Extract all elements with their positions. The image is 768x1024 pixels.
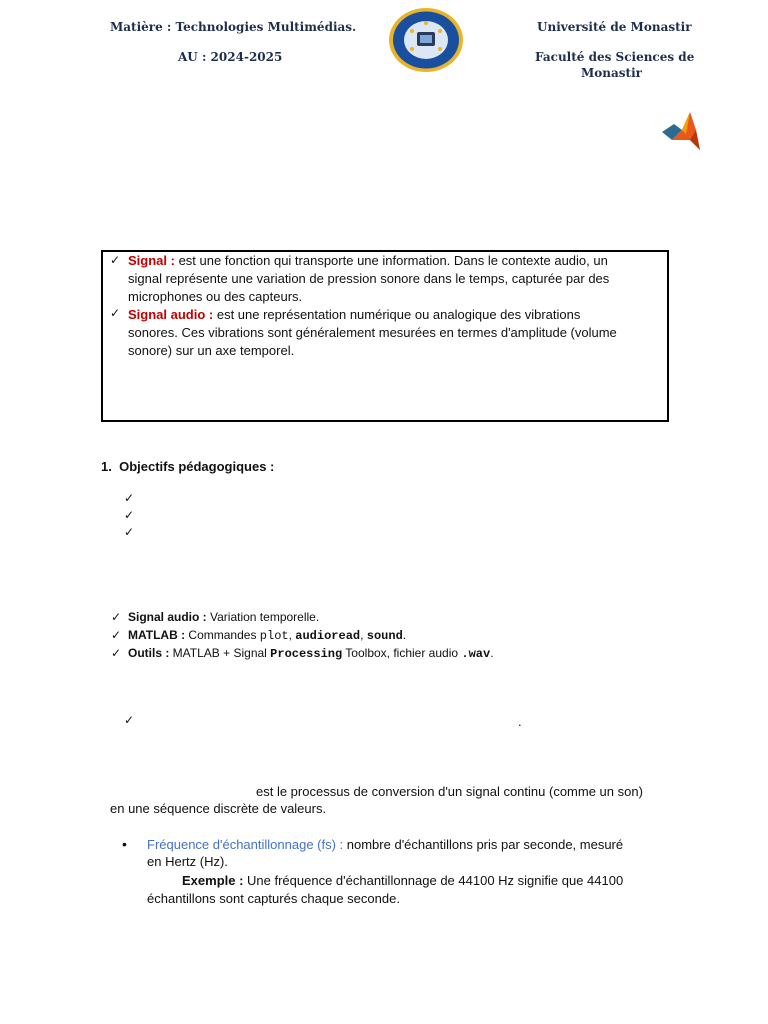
matlab-logo-icon	[660, 110, 702, 154]
concept-matlab: MATLAB : Commandes plot, audioread, sound.	[128, 628, 407, 643]
check-icon: ✓	[124, 508, 135, 522]
check-icon: ✓	[124, 713, 135, 727]
faculty-name-line1: Faculté des Sciences de	[535, 50, 695, 64]
bullet-icon: •	[122, 836, 127, 852]
check-icon: ✓	[111, 646, 122, 660]
academic-year: AU : 2024-2025	[178, 50, 283, 64]
check-icon: ✓	[111, 628, 122, 642]
sampling-line1: est le processus de conversion d'un signal continu (comme un son)	[256, 784, 643, 799]
university-name: Université de Monastir	[537, 20, 692, 34]
sampling-example: Exemple : Une fréquence d'échantillonnage de 44100 Hz signifie que 44100 échantillons sont capturés chaque seconde.	[147, 873, 624, 906]
check-icon: ✓	[124, 491, 135, 505]
objectives-heading: 1. Objectifs pédagogiques :	[101, 459, 275, 474]
sampling-line2: en une séquence discrète de valeurs.	[110, 801, 327, 816]
concept-tools: Outils : MATLAB + Signal Processing Toolbox, fichier audio .wav.	[128, 646, 494, 661]
check-icon: ✓	[124, 525, 135, 539]
definition-signal: Signal : est une fonction qui transporte une information. Dans le contexte audio, un signal représente une variation de pression sonore dans le temps, capturée par des microphones ou des capteurs.	[128, 253, 610, 304]
faculty-name-line2: Monastir	[581, 66, 642, 80]
check-icon: ✓	[111, 610, 122, 624]
term-signal-audio: Signal audio :	[128, 307, 214, 322]
lone-period: .	[518, 714, 522, 729]
sampling-frequency-item: Fréquence d'échantillonnage (fs) : nombre d'échantillons pris par seconde, mesuré en Hertz (Hz).	[147, 837, 624, 869]
subject-label: Matière : Technologies Multimédias.	[110, 20, 357, 34]
check-icon: ✓	[110, 253, 121, 267]
definition-signal-audio: Signal audio : est une représentation numérique ou analogique des vibrations sonores. Ces vibrations sont généralement mesurées en termes d'amplitude (volume sonore) sur un axe temporel.	[128, 307, 617, 358]
faculty-seal-icon	[388, 7, 464, 73]
concept-signal-audio: Signal audio : Variation temporelle.	[128, 610, 320, 624]
sampling-frequency-term: Fréquence d'échantillonnage (fs) :	[147, 837, 344, 852]
check-icon: ✓	[110, 306, 121, 320]
term-signal: Signal :	[128, 253, 175, 268]
